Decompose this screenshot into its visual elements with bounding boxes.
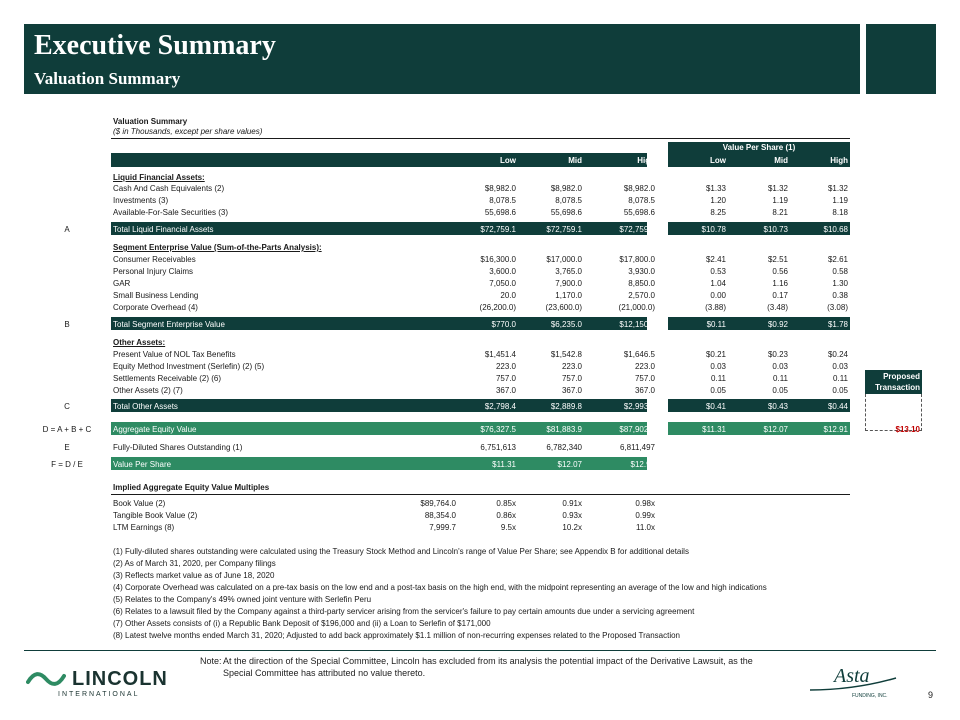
cell: 0.03 [710, 362, 726, 371]
cell: $10.68 [823, 225, 848, 234]
row-label: Fully-Diluted Shares Outstanding (1) [113, 443, 243, 452]
cell: 8,078.5 [555, 196, 582, 205]
cell: 1.16 [772, 279, 788, 288]
cell: 1.20 [710, 196, 726, 205]
cell: 1.19 [772, 196, 788, 205]
cell: $2,798.4 [484, 402, 516, 411]
col-vps-mid: Mid [774, 156, 788, 165]
cell: 8,078.5 [489, 196, 516, 205]
row-tag-b: B [64, 320, 70, 329]
cell: 223.0 [495, 362, 516, 371]
footnote: (7) Other Assets consists of (i) a Republic Bank Deposit of $196,000 and (ii) a Loan to Serlefin of $171,000 [113, 619, 491, 628]
row-label: Cash And Cash Equivalents (2) [113, 184, 225, 193]
cell: $6,235.0 [550, 320, 582, 329]
row-tag-d: D = A + B + C [42, 425, 92, 434]
cell: 367.0 [634, 386, 655, 395]
cell: $0.44 [827, 402, 848, 411]
cell: $87,902.6 [619, 425, 655, 434]
footnote: (8) Latest twelve months ended March 31, 2020; Adjusted to add back approximately $1.1 million of non-recurring expenses related to the Proposed Transaction [113, 631, 680, 640]
proposed-header-line1: Proposed [883, 372, 920, 381]
cell: 8.18 [832, 208, 848, 217]
cell: 6,811,497 [620, 443, 655, 452]
lincoln-wave-icon [26, 668, 66, 690]
cell: $72,759.1 [546, 225, 582, 234]
cell: 8,078.5 [628, 196, 655, 205]
total-label: Total Liquid Financial Assets [113, 225, 214, 234]
cell: 55,698.6 [623, 208, 655, 217]
cell: 7,900.0 [555, 279, 582, 288]
cell: (26,200.0) [479, 303, 516, 312]
cell: $17,800.0 [619, 255, 655, 264]
cell: 223.0 [561, 362, 582, 371]
cell: 0.86x [496, 511, 516, 520]
row-label: Corporate Overhead (4) [113, 303, 198, 312]
footnote: (1) Fully-diluted shares outstanding were calculated using the Treasury Stock Method and Lincoln's range of Value Per Share; see Appendix B for additional details [113, 547, 689, 556]
cell: $12.07 [557, 460, 582, 469]
lincoln-wordmark: LINCOLN [72, 668, 168, 690]
cell: $8,982.0 [484, 184, 516, 193]
row-tag-f: F = D / E [51, 460, 83, 469]
cell: 367.0 [561, 386, 582, 395]
section-other-assets: Other Assets: [113, 338, 166, 347]
cell: 0.11 [773, 374, 788, 383]
cell: 0.17 [772, 291, 788, 300]
cell: $12.91 [630, 460, 655, 469]
cell: 367.0 [495, 386, 516, 395]
cell: $8,982.0 [550, 184, 582, 193]
cell: 0.05 [832, 386, 848, 395]
cell: 1.19 [832, 196, 848, 205]
cell: 757.0 [495, 374, 516, 383]
asta-logo [808, 660, 898, 700]
cell: 0.99x [635, 511, 655, 520]
cell: $1.33 [705, 184, 726, 193]
cell: 0.05 [772, 386, 788, 395]
proposed-value: $13.10 [895, 425, 920, 434]
cell: $11.31 [492, 460, 516, 469]
total-label: Total Segment Enterprise Value [113, 320, 225, 329]
row-label: Personal Injury Claims [113, 267, 194, 276]
cell: 0.98x [635, 499, 655, 508]
cell: 55,698.6 [484, 208, 516, 217]
col-high: High [637, 156, 655, 165]
cell: $770.0 [491, 320, 516, 329]
cell: 0.05 [710, 386, 726, 395]
footnote: (5) Relates to the Company's 49% owned joint venture with Serlefin Peru [113, 595, 372, 604]
row-label: Present Value of NOL Tax Benefits [113, 350, 236, 359]
vps-header: Value Per Share (1) [722, 143, 796, 152]
row-label: Other Assets (2) (7) [113, 386, 183, 395]
cell: $1,646.5 [623, 350, 655, 359]
row-label: Equity Method Investment (Serlefin) (2) (5) [113, 362, 265, 371]
cell: 223.0 [634, 362, 655, 371]
footnote: (3) Reflects market value as of June 18, 2020 [113, 571, 275, 580]
cell: (3.48) [767, 303, 788, 312]
cell: 0.56 [772, 267, 788, 276]
aggregate-label: Aggregate Equity Value [113, 425, 197, 434]
header-accent-block [866, 24, 936, 94]
cell: $10.78 [701, 225, 726, 234]
svg-text:FUNDING, INC.: FUNDING, INC. [852, 693, 888, 699]
cell: 1.04 [710, 279, 726, 288]
row-tag-c: C [64, 402, 70, 411]
row-label: Consumer Receivables [113, 255, 196, 264]
row-label: Investments (3) [113, 196, 169, 205]
total-label: Total Other Assets [113, 402, 178, 411]
cell: (23,600.0) [545, 303, 582, 312]
cell: $0.92 [767, 320, 788, 329]
row-label: Settlements Receivable (2) (6) [113, 374, 222, 383]
cell: $0.41 [705, 402, 726, 411]
note-text: At the direction of the Special Committee, Lincoln has excluded from its analysis the potential impact of the Derivative Lawsuit, as the Special Committee has attributed no value thereto. [223, 656, 753, 678]
vps-label: Value Per Share [113, 460, 172, 469]
cell: 757.0 [634, 374, 655, 383]
cell: 0.03 [832, 362, 848, 371]
cell: $0.21 [705, 350, 726, 359]
cell: (3.08) [827, 303, 848, 312]
multiples-underline [111, 494, 850, 495]
cell: $72,759.1 [480, 225, 516, 234]
cell: $0.24 [827, 350, 848, 359]
cell: 2,570.0 [628, 291, 655, 300]
col-mid: Mid [568, 156, 582, 165]
cell: $2.51 [767, 255, 788, 264]
footnote: (4) Corporate Overhead was calculated on a pre-tax basis on the low end and a post-tax basis on the high end, with the midpoint representing an average of the low and high indications [113, 583, 767, 592]
cell: $2,889.8 [550, 402, 582, 411]
cell: $76,327.5 [480, 425, 516, 434]
cell: 0.03 [772, 362, 788, 371]
row-label: Small Business Lending [113, 291, 199, 300]
page-title: Executive Summary [34, 30, 276, 61]
page-number: 9 [928, 690, 934, 700]
cell: $17,000.0 [546, 255, 582, 264]
lincoln-sub: INTERNATIONAL [58, 691, 140, 698]
multiples-title: Implied Aggregate Equity Value Multiples [113, 483, 270, 492]
cell: 3,600.0 [489, 267, 516, 276]
cell: $12.07 [763, 425, 788, 434]
cell: 7,999.7 [429, 523, 456, 532]
cell: 0.11 [833, 374, 848, 383]
footer-rule [24, 650, 936, 651]
col-vps-low: Low [710, 156, 726, 165]
cell: 11.0x [636, 523, 655, 532]
cell: $10.73 [763, 225, 788, 234]
cell: 1.30 [832, 279, 848, 288]
cell: $1.32 [827, 184, 848, 193]
cell: $72,759.1 [619, 225, 655, 234]
asta-swoosh-icon [808, 660, 898, 700]
cell: $1.32 [767, 184, 788, 193]
cell: (21,000.0) [618, 303, 655, 312]
cell: 8,850.0 [628, 279, 655, 288]
title-banner [24, 24, 860, 94]
footnote: (2) As of March 31, 2020, per Company filings [113, 559, 276, 568]
cell: 88,354.0 [424, 511, 456, 520]
cell: 757.0 [561, 374, 582, 383]
cell: $1,451.4 [484, 350, 516, 359]
cell: 7,050.0 [489, 279, 516, 288]
cell: 55,698.6 [550, 208, 582, 217]
table-title: Valuation Summary [113, 117, 188, 126]
cell: 6,782,340 [546, 443, 582, 452]
section-segment-ev: Segment Enterprise Value (Sum-of-the-Parts Analysis): [113, 243, 322, 252]
row-label: Tangible Book Value (2) [113, 511, 198, 520]
cell: 9.5x [500, 523, 516, 532]
cell: $16,300.0 [480, 255, 516, 264]
cell: (3.88) [705, 303, 726, 312]
cell: $89,764.0 [420, 499, 456, 508]
col-vps-high: High [830, 156, 848, 165]
cell: 0.91x [562, 499, 582, 508]
table-units: ($ in Thousands, except per share values) [113, 127, 263, 136]
cell: $0.23 [767, 350, 788, 359]
cell: $12.91 [823, 425, 848, 434]
row-label: GAR [113, 279, 131, 288]
cell: $2.61 [827, 255, 848, 264]
row-tag-e: E [64, 443, 70, 452]
footer-note [200, 655, 753, 678]
cell: $0.11 [706, 320, 726, 329]
footnote: (6) Relates to a lawsuit filed by the Company against a third-party servicer arising from the servicer's failure to pay certain amounts due under a servicing agreement [113, 607, 695, 616]
page-subtitle: Valuation Summary [34, 69, 181, 88]
row-label: Available-For-Sale Securities (3) [113, 208, 229, 217]
cell: $2.41 [705, 255, 726, 264]
cell: 0.93x [562, 511, 582, 520]
cell: 8.21 [772, 208, 788, 217]
cell: 10.2x [562, 523, 582, 532]
cell: $81,883.9 [546, 425, 582, 434]
col-low: Low [500, 156, 516, 165]
cell: $8,982.0 [623, 184, 655, 193]
cell: 20.0 [500, 291, 516, 300]
cell: 3,765.0 [555, 267, 582, 276]
cell: $11.31 [702, 425, 726, 434]
section-liquid-assets: Liquid Financial Assets: [113, 173, 205, 182]
note-label: Note: [200, 656, 222, 666]
row-label: Book Value (2) [113, 499, 166, 508]
proposed-header-line2: Transaction [875, 383, 920, 392]
cell: $12,150.0 [619, 320, 655, 329]
cell: $1,542.8 [550, 350, 582, 359]
cell: 0.85x [496, 499, 516, 508]
lincoln-logo [26, 668, 168, 698]
cell: $0.43 [767, 402, 788, 411]
title-underline [111, 138, 850, 139]
svg-text:Asta: Asta [834, 665, 870, 687]
cell: 3,930.0 [628, 267, 655, 276]
row-label: LTM Earnings (8) [113, 523, 175, 532]
row-tag-a: A [64, 225, 70, 234]
cell: 8.25 [710, 208, 726, 217]
cell: 1,170.0 [555, 291, 582, 300]
cell: 6,751,613 [480, 443, 516, 452]
cell: 0.38 [832, 291, 848, 300]
cell: 0.00 [710, 291, 726, 300]
cell: $2,993.5 [623, 402, 655, 411]
cell: $1.78 [827, 320, 848, 329]
cell: 0.58 [832, 267, 848, 276]
cell: 0.11 [711, 374, 726, 383]
cell: 0.53 [710, 267, 726, 276]
